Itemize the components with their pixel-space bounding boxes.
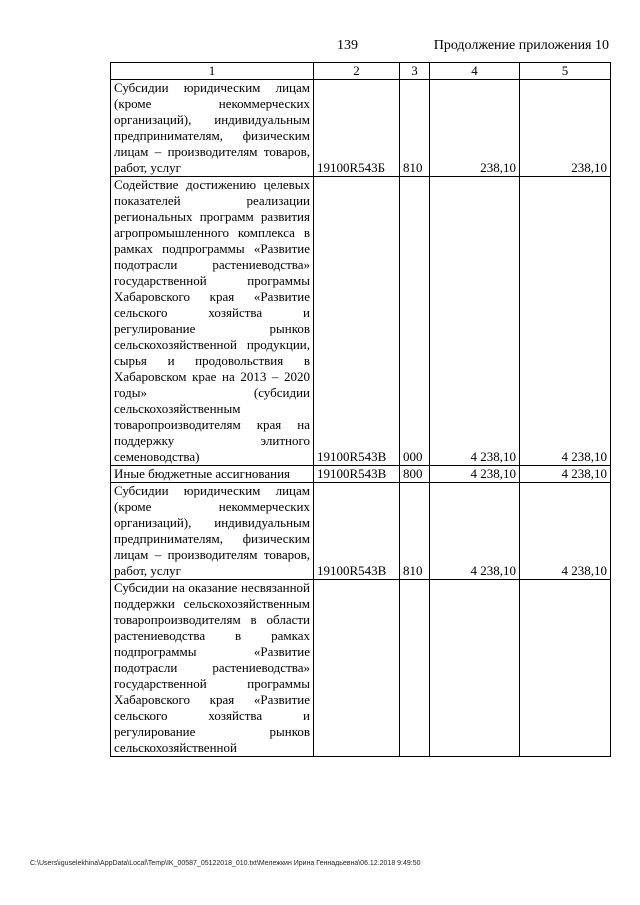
row-target-code [314,580,400,757]
row-target-code: 19100R543В [314,466,400,483]
row-target-code: 19100R543В [314,483,400,580]
row-amount-col5: 4 238,10 [520,466,611,483]
row-amount-col4: 4 238,10 [430,466,520,483]
column-header: 3 [400,63,430,80]
row-target-code: 19100R543В [314,177,400,466]
column-header: 4 [430,63,520,80]
row-amount-col5 [520,580,611,757]
table-row [111,580,611,757]
row-target-code: 19100R543Б [314,80,400,177]
budget-table [110,62,611,757]
table-header-row [111,63,611,80]
row-amount-col4: 4 238,10 [430,483,520,580]
file-path-footer: C:\Users\iguselekhina\AppData\Local\Temp\IK_00587_05122018_010.txt\Мележкин Ирина Геннадьевна\06.12.2018 9:49:50 [30,860,421,867]
row-description: Субсидии юридическим лицам (кроме некоммерческих организаций), индивидуальным предпринимателям, физическим лицам – производителям товаров, работ, услуг [111,483,314,580]
row-description: Субсидии юридическим лицам (кроме некоммерческих организаций), индивидуальным предпринимателям, физическим лицам – производителям товаров, работ, услуг [111,80,314,177]
row-amount-col4 [430,580,520,757]
row-amount-col4: 238,10 [430,80,520,177]
row-expense-type: 800 [400,466,430,483]
table-row [111,483,611,580]
table-row [111,466,611,483]
row-expense-type: 810 [400,483,430,580]
appendix-continuation-note: Продолжение приложения 10 [433,38,609,53]
row-description: Субсидии на оказание несвязанной поддержки сельскохозяйственным товаропроизводителям в области растениеводства в рамках подпрограммы «Развитие подотрасли растениеводства» государственной программы Хабаровского края «Развитие сельского хозяйства и регулирование рынков сельскохозяйственной [111,580,314,757]
table-row [111,177,611,466]
row-expense-type: 000 [400,177,430,466]
row-amount-col4: 4 238,10 [430,177,520,466]
row-description: Содействие достижению целевых показателей реализации региональных программ развития агропромышленного комплекса в рамках подпрограммы «Развитие подотрасли растениеводства» государственной программы Хабаровского края «Развитие сельского хозяйства и регулирование рынков сельскохозяйственной продукции, сырья и продовольствия в Хабаровском крае на 2013 – 2020 годы» (субсидии сельскохозяйственным товаропроизводителям края на поддержку элитного семеноводства) [111,177,314,466]
column-header: 1 [111,63,314,80]
column-header: 5 [520,63,611,80]
row-amount-col5: 238,10 [520,80,611,177]
row-amount-col5: 4 238,10 [520,177,611,466]
table-row [111,80,611,177]
page-number: 139 [337,38,358,53]
row-expense-type: 810 [400,80,430,177]
row-amount-col5: 4 238,10 [520,483,611,580]
row-expense-type [400,580,430,757]
row-description: Иные бюджетные ассигнования [111,466,314,483]
column-header: 2 [314,63,400,80]
